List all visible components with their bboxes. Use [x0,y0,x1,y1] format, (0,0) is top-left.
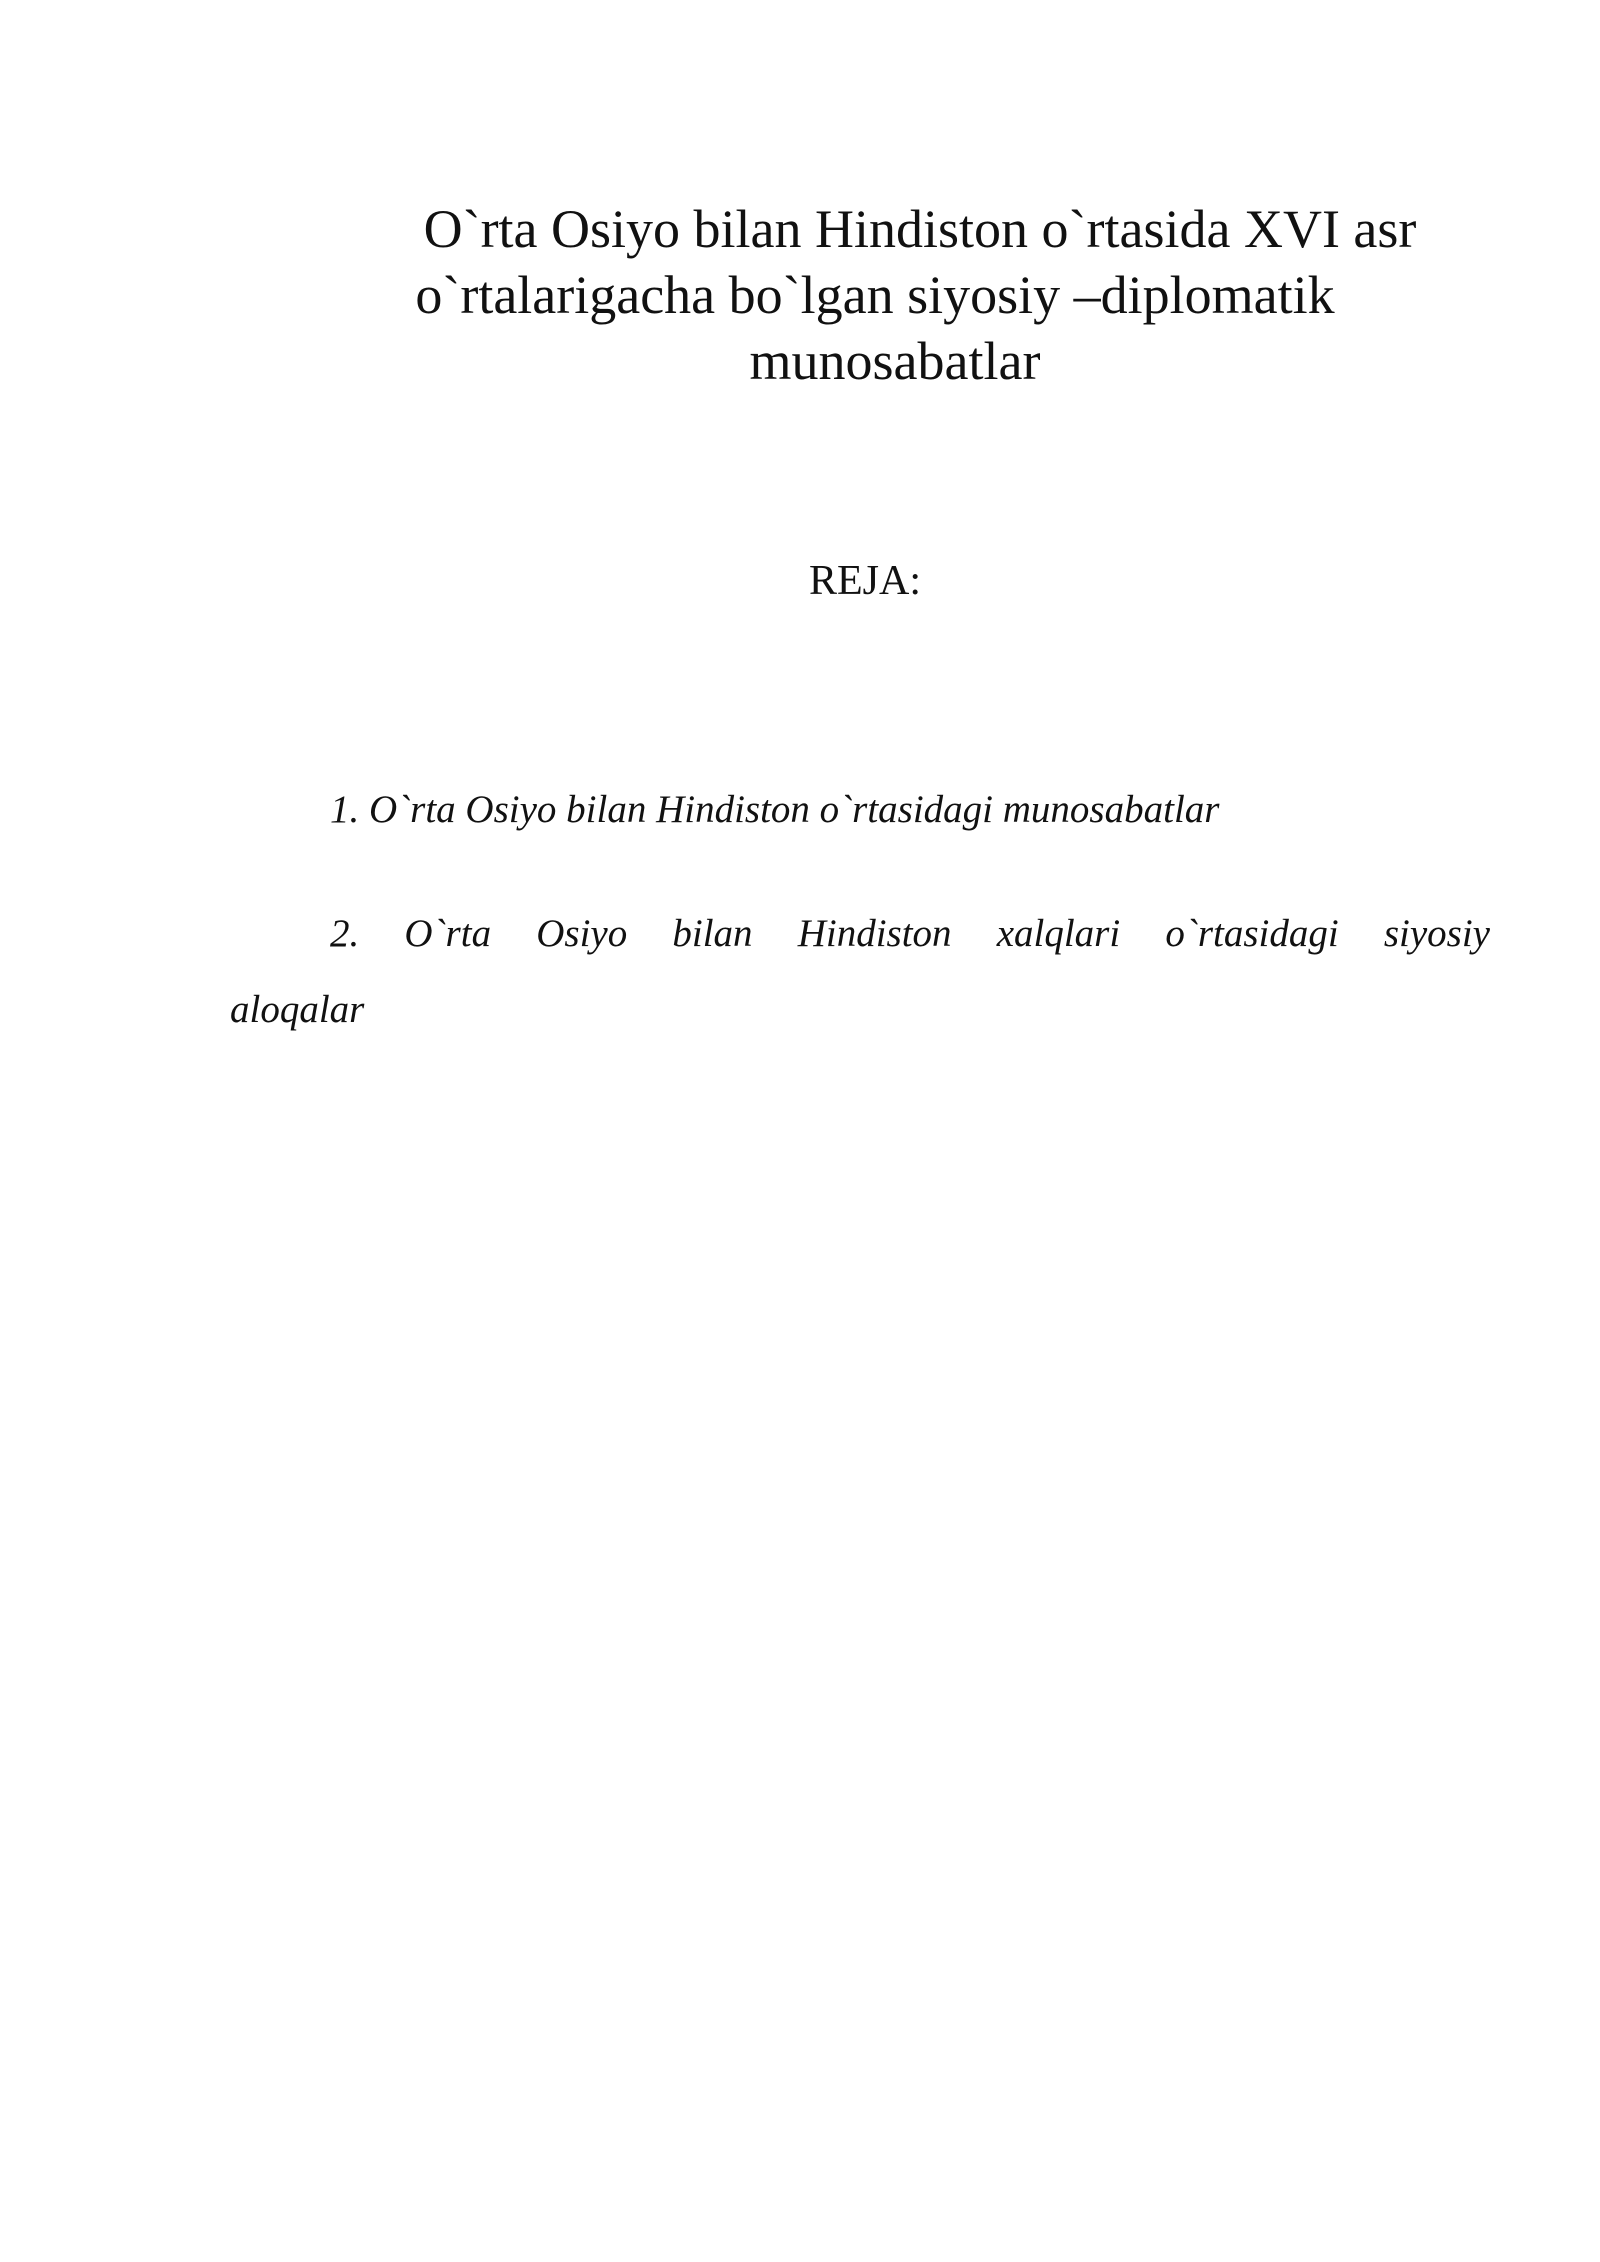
plan-item-2-line-2: aloqalar [230,988,365,1031]
plan-list [230,785,1490,983]
title-line-2: o`rtalarigacha bo`lgan siyosiy –diplomatik [415,265,1335,326]
plan-item-2 [230,885,1490,983]
plan-item-2-line-1: 2. O`rta Osiyo bilan Hindiston xalqlari o`rtasidagi siyosiy [330,912,1490,955]
plan-item-1: 1. O`rta Osiyo bilan Hindiston o`rtasidagi munosabatlar [330,788,1220,831]
document-title [340,196,1460,394]
plan-heading: REJA: [808,558,921,604]
title-line-1: O`rta Osiyo bilan Hindiston o`rtasida XVI asr [423,199,1417,260]
title-line-3: munosabatlar [749,331,1041,392]
